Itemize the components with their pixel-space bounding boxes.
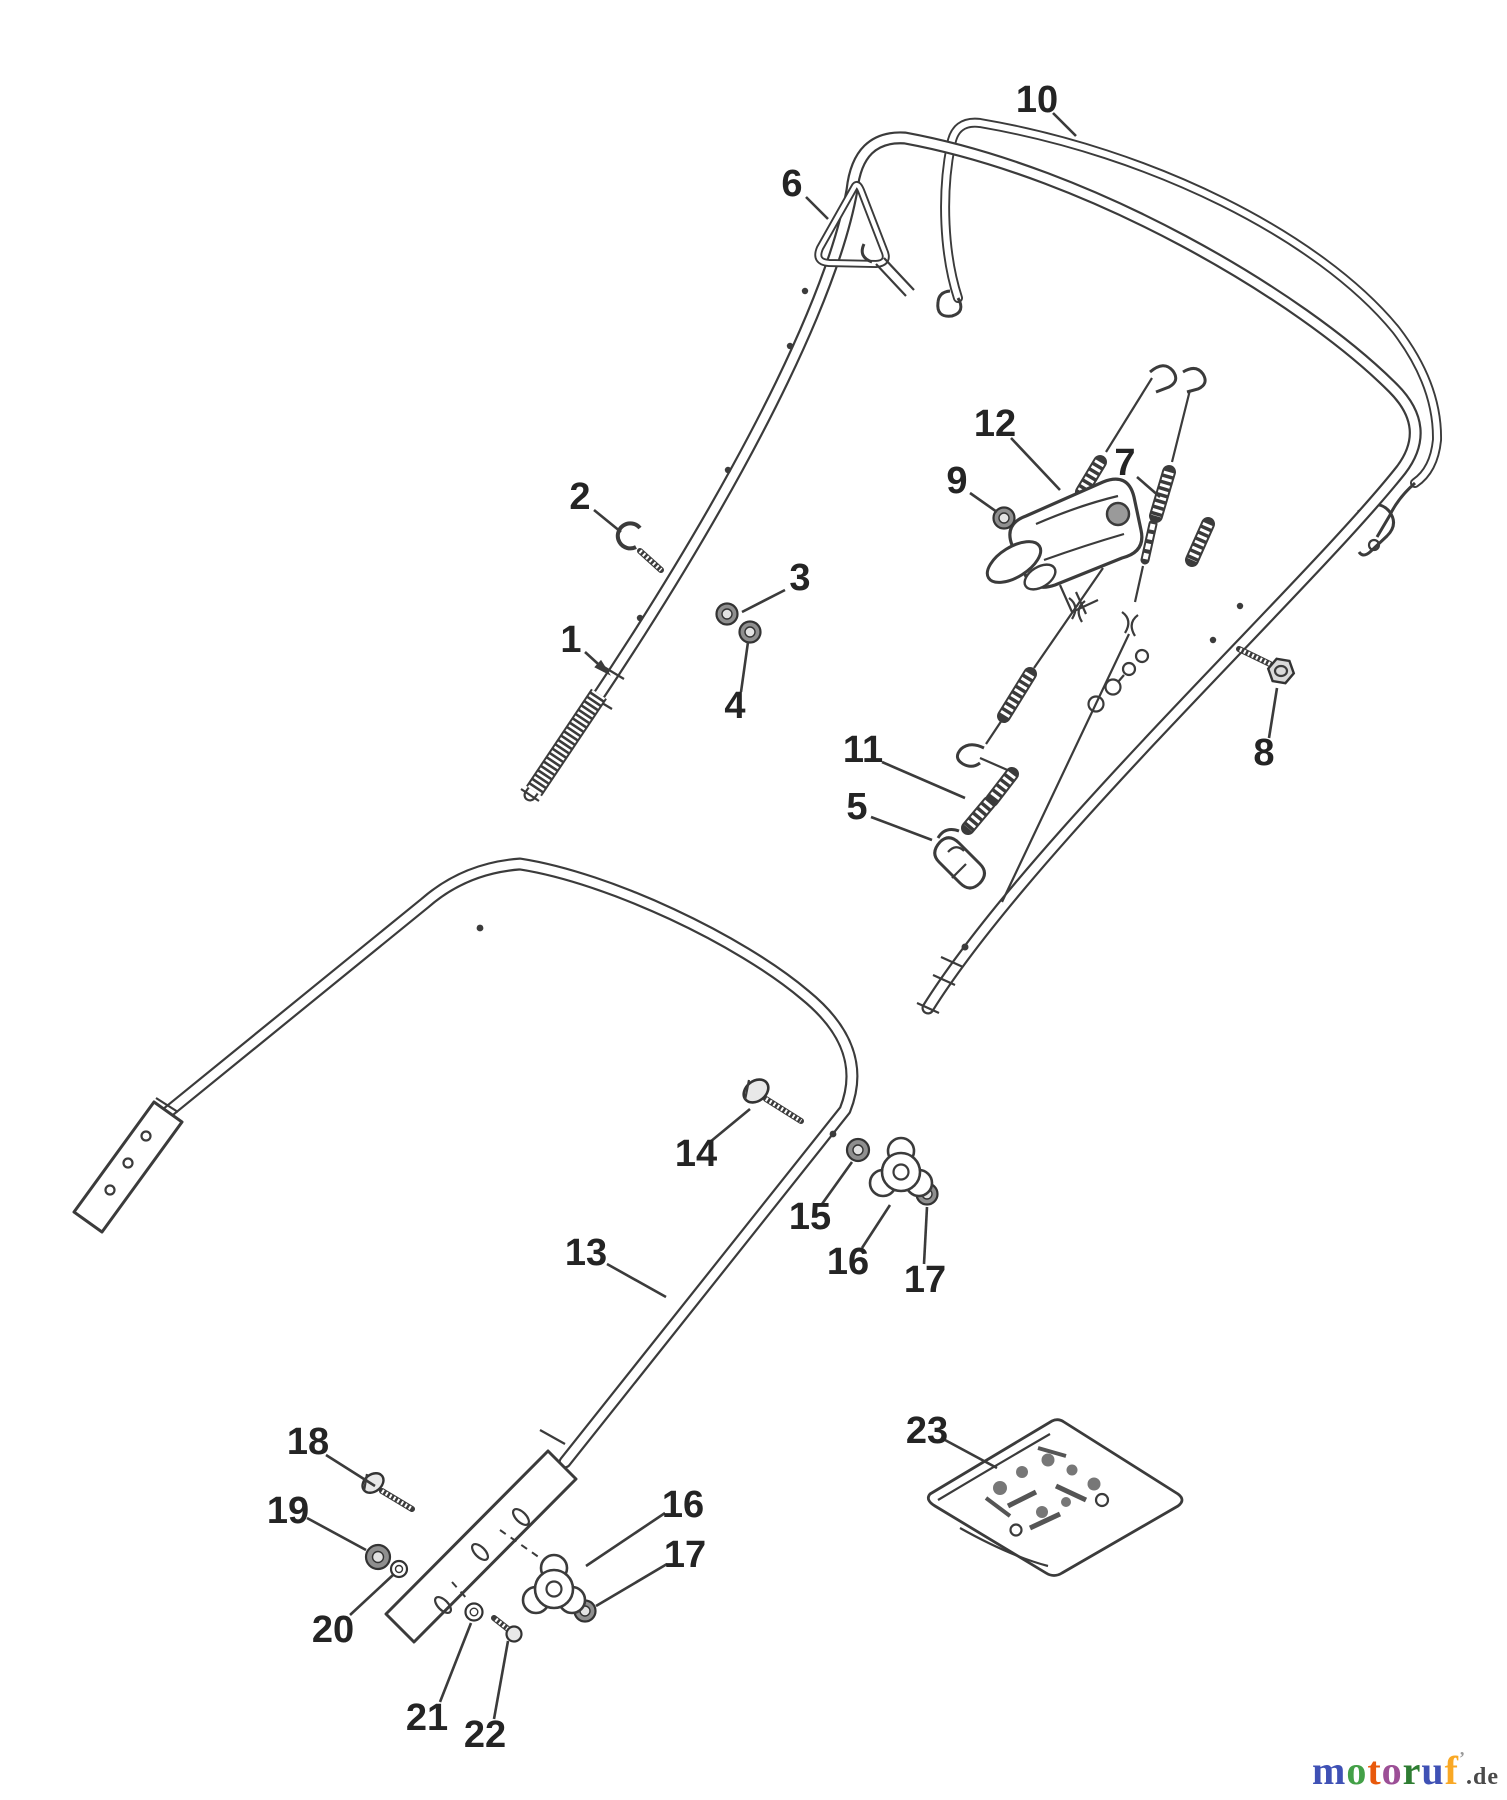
handle-grip-1 <box>534 694 599 791</box>
watermark-letter: ’ <box>1459 1748 1466 1768</box>
leader-line-11 <box>882 762 965 798</box>
leader-line-16 <box>586 1513 665 1566</box>
part-label-8: 8 <box>1253 732 1275 774</box>
star-knob-16-lower <box>523 1555 585 1613</box>
part-label-5: 5 <box>846 786 868 828</box>
leader-line-8 <box>1269 688 1277 738</box>
part-label-19: 19 <box>266 1490 310 1532</box>
watermark-letter: f <box>1444 1748 1459 1793</box>
part-label-11: 11 <box>842 729 884 771</box>
leader-line-5 <box>871 817 932 840</box>
leader-line-19 <box>307 1518 366 1550</box>
part-label-17: 17 <box>903 1259 947 1301</box>
part-label-20: 20 <box>311 1609 355 1651</box>
watermark-letter: m <box>1312 1748 1347 1793</box>
watermark-motoruf <box>1312 1747 1499 1794</box>
locknut-19 <box>366 1545 390 1569</box>
leader-line-23 <box>945 1440 997 1468</box>
leader-line-21 <box>440 1623 471 1702</box>
part-label-10: 10 <box>1015 79 1059 121</box>
part-label-12: 12 <box>973 403 1017 445</box>
leader-line-22 <box>494 1641 508 1719</box>
part-label-1: 1 <box>560 619 582 661</box>
watermark-letter: o <box>1346 1748 1368 1793</box>
leader-line-20 <box>350 1575 393 1615</box>
leader-line-3 <box>742 590 785 612</box>
leader-line-2 <box>594 510 621 532</box>
washer-20 <box>391 1561 407 1577</box>
bolt-8 <box>1239 649 1294 683</box>
watermark-letter: r <box>1402 1748 1422 1793</box>
spring-11 <box>968 758 1012 828</box>
watermark-letter: t <box>1367 1748 1382 1793</box>
part-label-15: 15 <box>788 1196 832 1238</box>
leader-line-7 <box>1137 477 1160 497</box>
part-label-14: 14 <box>674 1133 718 1175</box>
part-label-17: 17 <box>663 1534 707 1576</box>
leader-line-13 <box>607 1264 666 1297</box>
locknut-3 <box>717 604 738 625</box>
hardware-bag-23 <box>928 1420 1182 1576</box>
watermark-letter: o <box>1381 1748 1403 1793</box>
bolt-18 <box>359 1469 412 1509</box>
part-label-16: 16 <box>826 1241 870 1283</box>
part-label-13: 13 <box>564 1232 608 1274</box>
throttle-control-12 <box>981 479 1142 614</box>
carriage-bolt-14 <box>739 1075 801 1121</box>
watermark-suffix: .de <box>1466 1764 1499 1790</box>
leader-line-9 <box>970 493 997 512</box>
washer-15 <box>847 1139 869 1161</box>
part-label-18: 18 <box>286 1421 330 1463</box>
eyebolt-2 <box>618 523 661 570</box>
leader-line-17 <box>596 1564 667 1606</box>
part-label-7: 7 <box>1114 442 1136 484</box>
part-label-3: 3 <box>789 557 811 599</box>
cable-clip-5 <box>935 830 985 888</box>
screw-22 <box>494 1618 522 1642</box>
part-label-9: 9 <box>946 460 968 502</box>
lower-handle-tube-13 <box>156 864 852 1462</box>
watermark-letter: u <box>1421 1748 1445 1793</box>
part-label-21: 21 <box>405 1697 449 1739</box>
part-label-16: 16 <box>661 1484 705 1526</box>
washer-21 <box>466 1604 483 1621</box>
part-label-4: 4 <box>724 685 746 727</box>
leader-line-17 <box>924 1207 927 1264</box>
leader-line-6 <box>806 197 828 219</box>
leader-line-12 <box>1011 438 1060 490</box>
locknut-4 <box>740 622 761 643</box>
bail-handle-10 <box>938 123 1437 555</box>
part-label-2: 2 <box>569 476 591 518</box>
star-knob-16-upper <box>870 1138 932 1196</box>
part-label-22: 22 <box>463 1714 507 1756</box>
leader-line-18 <box>326 1455 375 1486</box>
part-label-23: 23 <box>905 1410 949 1452</box>
lower-handle-left-bracket <box>74 1102 182 1232</box>
part-label-6: 6 <box>781 163 803 205</box>
